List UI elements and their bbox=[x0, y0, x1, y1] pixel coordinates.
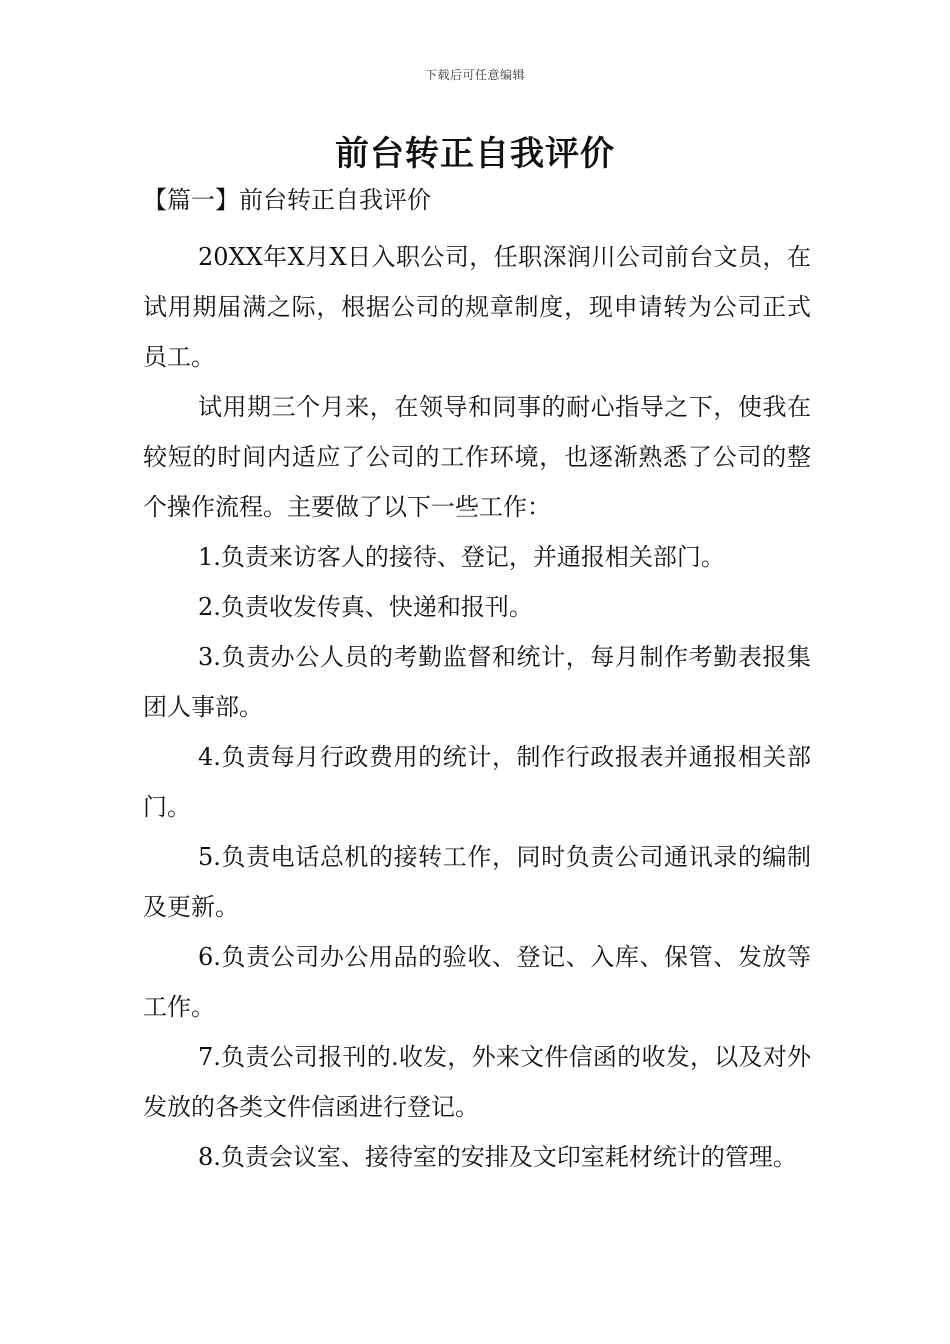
paragraph-summary: 试用期三个月来，在领导和同事的耐心指导之下，使我在较短的时间内适应了公司的工作环境，也逐渐熟悉了公司的整个操作流程。主要做了以下一些工作： bbox=[143, 393, 811, 521]
document-body bbox=[143, 232, 811, 1182]
duty-item-1: 1.负责来访客人的接待、登记，并通报相关部门。 bbox=[198, 543, 725, 571]
duty-item-7: 7.负责公司报刊的.收发，外来文件信函的收发，以及对外发放的各类文件信函进行登记。 bbox=[143, 1043, 811, 1121]
paragraph-intro: 20XX年X月X日入职公司，任职深润川公司前台文员，在试用期届满之际，根据公司的规章制度，现申请转为公司正式员工。 bbox=[143, 243, 811, 371]
duty-item-3: 3.负责办公人员的考勤监督和统计，每月制作考勤表报集团人事部。 bbox=[143, 643, 811, 721]
duty-item-2: 2.负责收发传真、快递和报刊。 bbox=[198, 593, 533, 621]
section-heading: 【篇一】前台转正自我评价 bbox=[143, 186, 431, 214]
duty-item-4: 4.负责每月行政费用的统计，制作行政报表并通报相关部门。 bbox=[143, 743, 811, 821]
duty-item-5: 5.负责电话总机的接转工作，同时负责公司通讯录的编制及更新。 bbox=[143, 843, 811, 921]
header-note: 下载后可任意编辑 bbox=[424, 68, 525, 82]
document-title: 前台转正自我评价 bbox=[335, 134, 615, 174]
duty-item-6: 6.负责公司办公用品的验收、登记、入库、保管、发放等工作。 bbox=[143, 943, 811, 1021]
duty-item-8: 8.负责会议室、接待室的安排及文印室耗材统计的管理。 bbox=[198, 1143, 797, 1171]
